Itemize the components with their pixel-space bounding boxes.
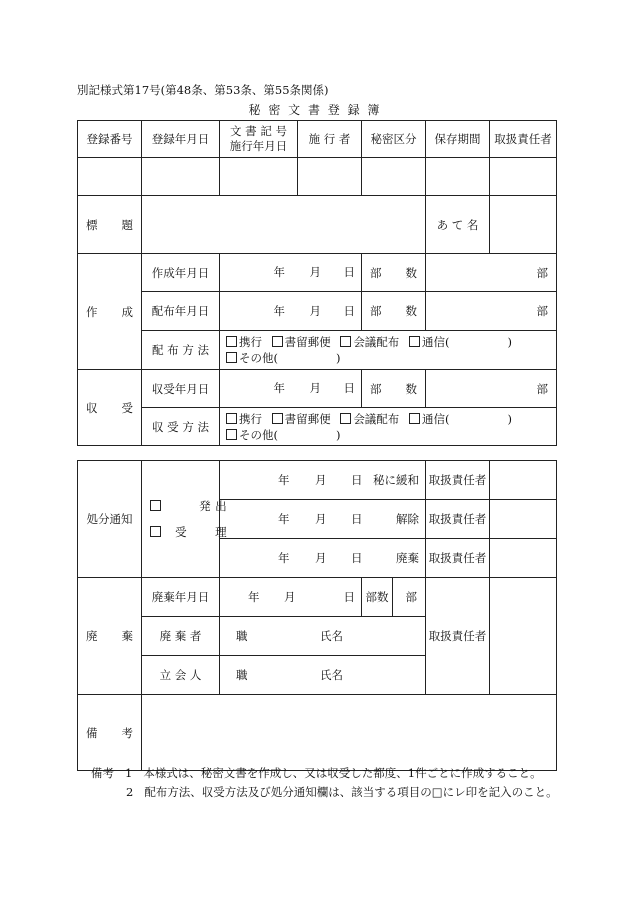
disposal-copies-label: 部数 xyxy=(362,578,393,616)
checkbox-icon[interactable] xyxy=(150,500,161,511)
doc-no-cell[interactable] xyxy=(220,158,298,196)
creation-copies-cell[interactable]: 部 xyxy=(426,254,557,292)
creation-copies-label: 部 数 xyxy=(362,254,426,292)
disposition-table xyxy=(77,460,557,771)
remarks-label: 備 考 xyxy=(78,695,142,771)
receipt-method-label: 収 受 方 法 xyxy=(142,408,220,446)
month-unit: 月 xyxy=(309,304,321,318)
option-meeting[interactable]: 会議配布 xyxy=(340,412,399,426)
header-doc-no-line2: 施行年月日 xyxy=(229,139,288,153)
handler-label: 取扱責任者 xyxy=(426,461,490,500)
receipt-copies-label: 部 数 xyxy=(362,370,426,408)
checkbox-icon[interactable] xyxy=(226,413,237,424)
header-handler: 取扱責任者 xyxy=(490,121,557,158)
retention-cell[interactable] xyxy=(426,158,490,196)
month-unit: 月 xyxy=(284,590,296,604)
disposition-section-label: 処分通知 xyxy=(78,461,142,578)
disposer-cell[interactable] xyxy=(220,617,426,656)
relaxed-date-cell[interactable] xyxy=(220,461,426,500)
discarded-label: 廃棄 xyxy=(396,551,420,565)
handler-cell[interactable] xyxy=(490,539,557,578)
distribution-copies-label: 部 数 xyxy=(362,292,426,331)
footnote-head: 備考 xyxy=(91,766,114,780)
checkbox-icon[interactable] xyxy=(150,526,161,537)
handler-cell[interactable] xyxy=(490,461,557,500)
disposal-handler-label: 取扱責任者 xyxy=(426,578,490,695)
checkbox-icon[interactable] xyxy=(409,413,420,424)
header-secrecy: 秘密区分 xyxy=(362,121,426,158)
footnotes xyxy=(91,764,558,802)
month-unit: 月 xyxy=(309,381,321,395)
witness-cell[interactable] xyxy=(220,656,426,695)
form-reference: 別記様式第17号(第48条、第53条、第55条関係) xyxy=(77,83,329,97)
header-reg-date: 登録年月日 xyxy=(142,121,220,158)
checkbox-icon[interactable] xyxy=(272,336,283,347)
day-unit: 日 xyxy=(343,304,355,318)
header-doc-no xyxy=(220,121,298,158)
footnote-number: 1 xyxy=(124,766,133,780)
month-unit: 月 xyxy=(315,473,327,487)
header-reg-no: 登録番号 xyxy=(78,121,142,158)
checkbox-icon[interactable] xyxy=(409,336,420,347)
creation-section-label: 作 成 xyxy=(78,254,142,370)
addressee-label: あ て 名 xyxy=(426,196,490,254)
option-send[interactable]: 発 出 xyxy=(150,493,219,519)
handler-label: 取扱責任者 xyxy=(426,539,490,578)
day-unit: 日 xyxy=(351,551,363,565)
footnote-number: 2 xyxy=(125,785,134,799)
post-label: 職 xyxy=(236,668,248,682)
distributed-date-cell[interactable] xyxy=(220,292,362,331)
relaxed-label: 秘に緩和 xyxy=(373,473,420,487)
title-label: 標 題 xyxy=(78,196,142,254)
secrecy-cell[interactable] xyxy=(362,158,426,196)
day-unit: 日 xyxy=(343,590,355,604)
distribution-copies-cell[interactable]: 部 xyxy=(426,292,557,331)
day-unit: 日 xyxy=(343,381,355,395)
option-registered-mail[interactable]: 書留郵便 xyxy=(272,335,331,349)
footnote-text: 配布方法、収受方法及び処分通知欄は、該当する項目の□にレ印を記入のこと。 xyxy=(144,785,558,799)
addressee-cell[interactable] xyxy=(490,196,557,254)
issuer-cell[interactable] xyxy=(298,158,362,196)
created-date-label: 作成年月日 xyxy=(142,254,220,292)
month-unit: 月 xyxy=(315,551,327,565)
footnote-1 xyxy=(91,764,558,783)
month-unit: 月 xyxy=(309,265,321,279)
created-date-cell[interactable] xyxy=(220,254,362,292)
handler-label: 取扱責任者 xyxy=(426,500,490,539)
distribution-method-label: 配 布 方 法 xyxy=(142,331,220,370)
year-unit: 年 xyxy=(278,551,290,565)
received-date-cell[interactable] xyxy=(220,370,362,408)
year-unit: 年 xyxy=(273,304,285,318)
reg-no-cell[interactable] xyxy=(78,158,142,196)
option-other[interactable]: その他( ) xyxy=(226,428,341,442)
distributed-date-label: 配布年月日 xyxy=(142,292,220,331)
checkbox-icon[interactable] xyxy=(340,413,351,424)
name-label: 氏名 xyxy=(320,629,343,643)
reg-date-cell[interactable] xyxy=(142,158,220,196)
disposal-handler-cell[interactable] xyxy=(490,578,557,695)
handler-cell[interactable] xyxy=(490,500,557,539)
disposal-date-label: 廃棄年月日 xyxy=(142,578,220,617)
register-table xyxy=(77,120,557,446)
footnote-text: 本様式は、秘密文書を作成し、又は収受した都度、1件ごとに作成すること。 xyxy=(143,766,542,780)
option-registered-mail[interactable]: 書留郵便 xyxy=(272,412,331,426)
option-carry[interactable]: 携行 xyxy=(226,335,262,349)
option-meeting[interactable]: 会議配布 xyxy=(340,335,399,349)
option-other[interactable]: その他( ) xyxy=(226,351,341,365)
remarks-cell[interactable] xyxy=(142,695,557,771)
checkbox-icon[interactable] xyxy=(226,352,237,363)
disposal-copies-cell[interactable] xyxy=(362,578,426,617)
year-unit: 年 xyxy=(273,381,285,395)
option-telecom[interactable]: 通信( ) xyxy=(409,412,512,426)
document-title: 秘 密 文 書 登 録 簿 xyxy=(248,103,382,117)
disposal-copies-unit: 部 xyxy=(405,590,418,604)
day-unit: 日 xyxy=(343,265,355,279)
day-unit: 日 xyxy=(351,512,363,526)
checkbox-icon[interactable] xyxy=(272,413,283,424)
post-label: 職 xyxy=(236,629,248,643)
witness-label: 立 会 人 xyxy=(142,656,220,695)
year-unit: 年 xyxy=(278,473,290,487)
receipt-method-options xyxy=(220,408,557,446)
discarded-date-cell[interactable] xyxy=(220,539,426,578)
disposer-label: 廃 棄 者 xyxy=(142,617,220,656)
received-date-label: 収受年月日 xyxy=(142,370,220,408)
checkbox-icon[interactable] xyxy=(340,336,351,347)
cancelled-label: 解除 xyxy=(396,512,420,526)
cancelled-date-cell[interactable] xyxy=(220,500,426,539)
year-unit: 年 xyxy=(248,590,260,604)
distribution-method-options xyxy=(220,331,557,370)
header-doc-no-line1: 文 書 記 号 xyxy=(230,124,287,138)
disposition-type-cell xyxy=(142,461,227,578)
title-cell[interactable] xyxy=(142,196,426,254)
receipt-copies-cell[interactable]: 部 xyxy=(426,370,557,408)
option-carry[interactable]: 携行 xyxy=(226,412,262,426)
header-issuer: 施 行 者 xyxy=(298,121,362,158)
header-retention: 保存期間 xyxy=(426,121,490,158)
receipt-section-label: 収 受 xyxy=(78,370,142,446)
year-unit: 年 xyxy=(273,265,285,279)
checkbox-icon[interactable] xyxy=(226,429,237,440)
handler-cell[interactable] xyxy=(490,158,557,196)
footnote-2 xyxy=(91,783,558,802)
option-telecom[interactable]: 通信( ) xyxy=(409,335,512,349)
option-receive[interactable]: 受 理 xyxy=(150,519,219,545)
disposal-date-cell[interactable] xyxy=(220,578,362,617)
disposal-section-label: 廃 棄 xyxy=(78,578,142,695)
month-unit: 月 xyxy=(315,512,327,526)
name-label: 氏名 xyxy=(320,668,343,682)
year-unit: 年 xyxy=(278,512,290,526)
checkbox-icon[interactable] xyxy=(226,336,237,347)
day-unit: 日 xyxy=(351,473,363,487)
